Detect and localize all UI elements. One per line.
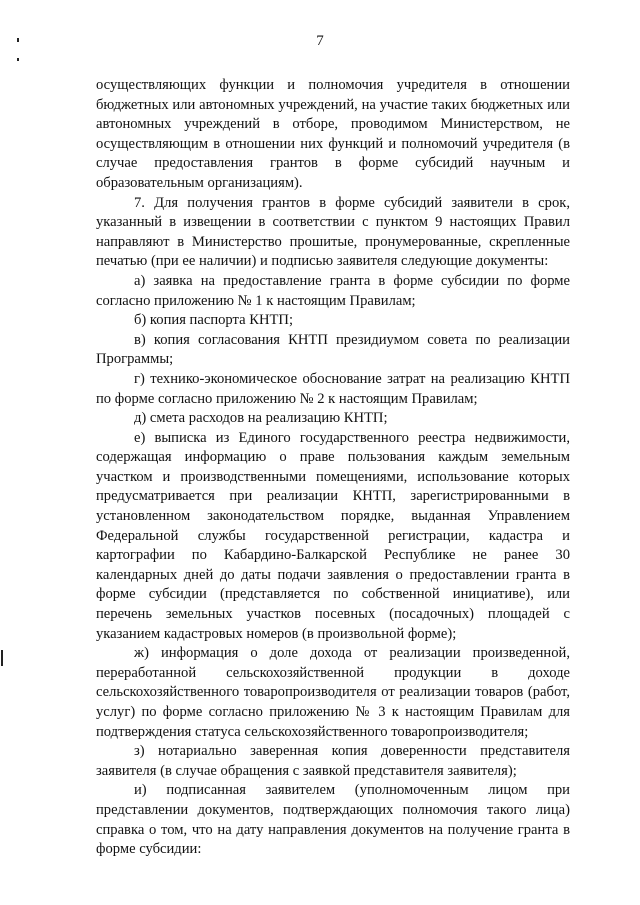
paragraph-item-7: 7. Для получения грантов в форме субсидий заявители в срок, указанный в извещении в соответствии с пунктом 9 настоящих Правил направляют в Министерство прошитые, пронумерованные, скрепленные печатью (при ее наличии) и подписью заявителя следующие документы: (96, 194, 570, 270)
page-number: 7 (316, 33, 324, 49)
list-item-v: в) копия согласования КНТП президиумом совета по реализации Программы; (96, 331, 570, 368)
list-item-d: д) смета расходов на реализацию КНТП; (134, 410, 388, 427)
list-item-g: г) технико-экономическое обоснование затрат на реализацию КНТП по форме согласно приложению № 2 к настоящим Правилам; (96, 370, 570, 407)
list-item-b: б) копия паспорта КНТП; (134, 312, 293, 329)
list-item-a: а) заявка на предоставление гранта в форме субсидии по форме согласно приложению № 1 к настоящим Правилам; (96, 272, 570, 309)
list-item-zh: ж) информация о доле дохода от реализации произведенной, переработанной сельскохозяйственной продукции в доходе сельскохозяйственного товаропроизводителя от реализации товаров (работ, услуг) по форме согласно приложению № 3 к настоящим Правилам для подтверждения статуса сельскохозяйственного товаропроизводителя; (96, 645, 570, 740)
list-item-e: е) выписка из Единого государственного реестра недвижимости, содержащая информацию о праве пользования каждым земельным участком и производственными помещениями, использование которых предусматривается при реализации КНТП, зарегистрированными в установленном законодательством порядке, выданная Управлением Федеральной службы государственной регистрации, кадастра и картографии по Кабардино-Балкарской Республике не ранее 30 календарных дней до даты подачи заявления о предоставлении гранта в форме субсидии (представляется по собственной инициативе), или перечень земельных участков посевных (посадочных) площадей с указанием кадастровых номеров (в произвольной форме); (96, 429, 570, 642)
scan-mark-bottom (1, 650, 3, 666)
list-item-i: и) подписанная заявителем (уполномоченным лицом при представлении документов, подтверждающих полномочия такого лица) справка о том, что на дату направления документов на получение гранта в форме субсидии: (96, 782, 570, 858)
scan-mark-left (17, 58, 19, 61)
document-body (96, 76, 570, 860)
list-item-z: з) нотариально заверенная копия доверенности представителя заявителя (в случае обращения с заявкой представителя заявителя); (96, 743, 570, 779)
paragraph-continuation: осуществляющих функции и полномочия учредителя в отношении бюджетных или автономных учреждений, на участие таких бюджетных или автономных учреждений в отборе, проводимом Министерством, не осуществляющим в отношении них функций и полномочий учредителя (в случае предоставления грантов в форме субсидий научным и образовательным организациям). (96, 77, 570, 191)
